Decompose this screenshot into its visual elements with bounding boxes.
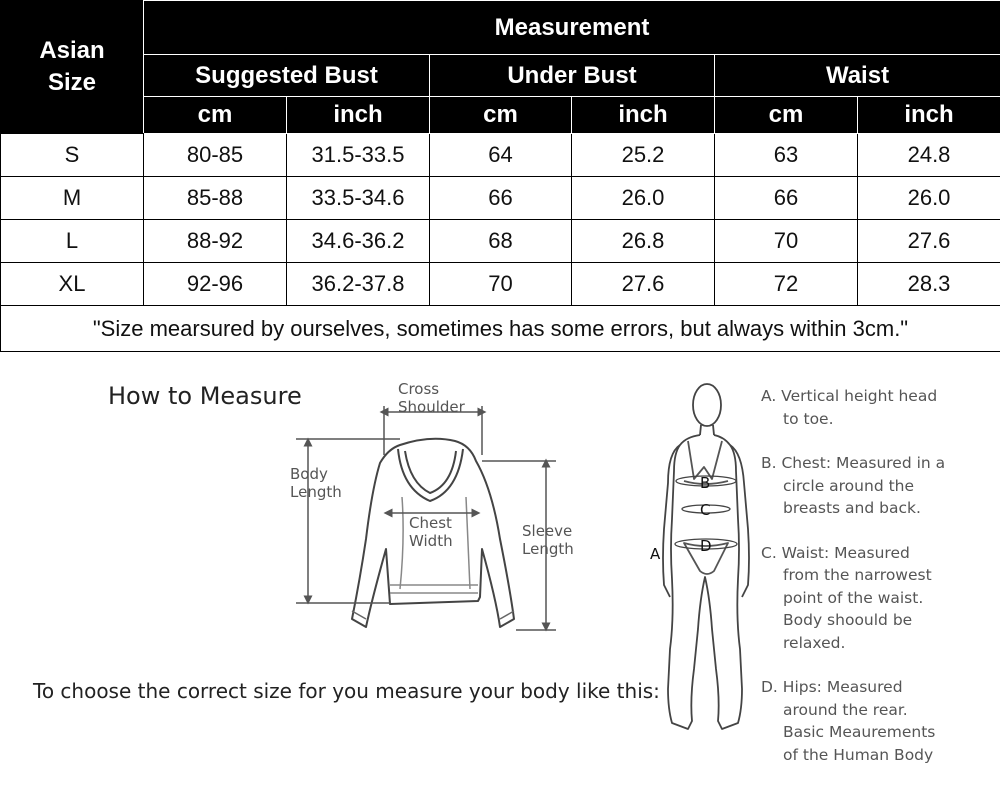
table-row bbox=[1, 134, 1000, 177]
table-cell: 68 bbox=[430, 220, 572, 263]
note-line: to toe. bbox=[761, 408, 996, 431]
size-cell: L bbox=[1, 220, 144, 263]
table-cell: 70 bbox=[715, 220, 858, 263]
note-title: C. Waist: Measured bbox=[761, 542, 996, 565]
table-cell: 24.8 bbox=[858, 134, 1000, 177]
body-figure bbox=[663, 384, 749, 729]
suggested-bust-header: Suggested Bust bbox=[144, 55, 430, 97]
table-note-row bbox=[1, 306, 1000, 352]
chest-width-label: Chest bbox=[409, 514, 452, 532]
unit-header: inch bbox=[287, 97, 430, 134]
note-line: circle around the bbox=[761, 475, 996, 498]
unit-header: inch bbox=[858, 97, 1000, 134]
body-length-label: Body bbox=[290, 465, 328, 483]
note-waist bbox=[761, 542, 996, 655]
table-cell: 27.6 bbox=[572, 263, 715, 306]
measurement-header: Measurement bbox=[144, 1, 1000, 55]
note-line: breasts and back. bbox=[761, 497, 996, 520]
table-cell: 80-85 bbox=[144, 134, 287, 177]
size-chart-table bbox=[0, 0, 1000, 352]
table-cell: 63 bbox=[715, 134, 858, 177]
size-cell: M bbox=[1, 177, 144, 220]
note-line: from the narrowest bbox=[761, 564, 996, 587]
table-cell: 66 bbox=[430, 177, 572, 220]
under-bust-header: Under Bust bbox=[430, 55, 715, 97]
unit-header: cm bbox=[144, 97, 287, 134]
asian-size-line1: Asian bbox=[39, 37, 104, 64]
table-cell: 31.5-33.5 bbox=[287, 134, 430, 177]
figure-label-c: C bbox=[700, 501, 710, 519]
figure-label-a: A bbox=[650, 545, 661, 563]
note-line: of the Human Body bbox=[761, 744, 996, 767]
body-length-label: Length bbox=[290, 483, 342, 501]
figure-label-d: D bbox=[700, 537, 712, 555]
choose-size-instruction: To choose the correct size for you measure your body like this: bbox=[33, 679, 660, 703]
table-cell: 92-96 bbox=[144, 263, 287, 306]
note-vertical-height bbox=[761, 385, 996, 430]
note-title: A. Vertical height head bbox=[761, 385, 996, 408]
size-note: "Size mearsured by ourselves, sometimes has some errors, but always within 3cm." bbox=[1, 306, 1000, 352]
table-row bbox=[1, 177, 1000, 220]
table-cell: 70 bbox=[430, 263, 572, 306]
size-cell: S bbox=[1, 134, 144, 177]
table-cell: 66 bbox=[715, 177, 858, 220]
table-row bbox=[1, 263, 1000, 306]
table-cell: 33.5-34.6 bbox=[287, 177, 430, 220]
table-cell: 27.6 bbox=[858, 220, 1000, 263]
note-line: relaxed. bbox=[761, 632, 996, 655]
note-line: point of the waist. bbox=[761, 587, 996, 610]
note-title: D. Hips: Measured bbox=[761, 676, 996, 699]
table-cell: 88-92 bbox=[144, 220, 287, 263]
unit-header: cm bbox=[715, 97, 858, 134]
table-row bbox=[1, 220, 1000, 263]
table-cell: 25.2 bbox=[572, 134, 715, 177]
note-hips bbox=[761, 676, 996, 766]
note-chest bbox=[761, 452, 996, 520]
cross-shoulder-label: Cross bbox=[398, 380, 439, 398]
table-cell: 26.8 bbox=[572, 220, 715, 263]
table-cell: 85-88 bbox=[144, 177, 287, 220]
measure-guide bbox=[0, 349, 1000, 782]
table-cell: 28.3 bbox=[858, 263, 1000, 306]
unit-header: inch bbox=[572, 97, 715, 134]
asian-size-header bbox=[1, 1, 144, 134]
sleeve-length-label: Length bbox=[522, 540, 574, 558]
sleeve-length-label: Sleeve bbox=[522, 522, 572, 540]
measure-notes bbox=[761, 385, 996, 788]
note-line: Body shoould be bbox=[761, 609, 996, 632]
table-cell: 34.6-36.2 bbox=[287, 220, 430, 263]
waist-header: Waist bbox=[715, 55, 1000, 97]
body-length-dimension bbox=[296, 439, 400, 603]
table-cell: 72 bbox=[715, 263, 858, 306]
figure-label-b: B bbox=[700, 474, 710, 492]
table-cell: 36.2-37.8 bbox=[287, 263, 430, 306]
how-to-measure-title: How to Measure bbox=[108, 382, 302, 410]
unit-header: cm bbox=[430, 97, 572, 134]
asian-size-line2: Size bbox=[48, 69, 96, 96]
note-line: around the rear. bbox=[761, 699, 996, 722]
size-cell: XL bbox=[1, 263, 144, 306]
table-cell: 26.0 bbox=[858, 177, 1000, 220]
cross-shoulder-label: Shoulder bbox=[398, 398, 466, 416]
table-cell: 26.0 bbox=[572, 177, 715, 220]
note-title: B. Chest: Measured in a bbox=[761, 452, 996, 475]
note-line: Basic Meaurements bbox=[761, 721, 996, 744]
chest-width-label: Width bbox=[409, 532, 453, 550]
table-cell: 64 bbox=[430, 134, 572, 177]
